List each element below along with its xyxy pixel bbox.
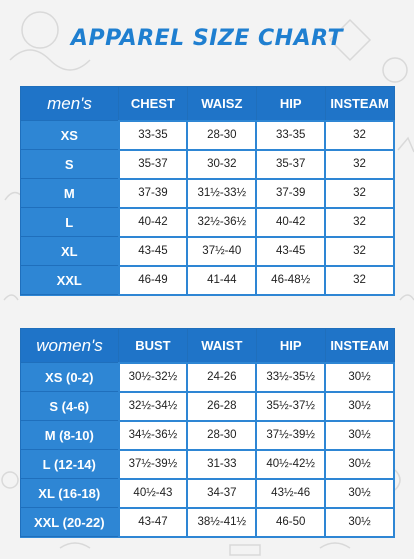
table-row [21,392,395,421]
table-cell: 31-33 [187,450,256,479]
table-cell: 28-30 [187,421,256,450]
table-cell: 30½ [325,421,394,450]
table-row [21,266,395,295]
size-label: XXL (20-22) [21,508,119,537]
table-cell: 43-47 [119,508,188,537]
column-header: INSTEAM [325,87,394,121]
size-label: S (4-6) [21,392,119,421]
size-label: L [21,208,119,237]
column-header: HIP [256,329,325,363]
table-cell: 41-44 [187,266,256,295]
table-cell: 33-35 [256,121,325,150]
table-cell: 37½-39½ [256,421,325,450]
table-cell: 40-42 [256,208,325,237]
size-label: M (8-10) [21,421,119,450]
table-row [21,479,395,508]
table-row [21,121,395,150]
table-cell: 32½-34½ [119,392,188,421]
size-label: S [21,150,119,179]
table-cell: 37-39 [256,179,325,208]
table-cell: 46-50 [256,508,325,537]
table-row [21,179,395,208]
mens-size-table [20,86,395,296]
table-cell: 35½-37½ [256,392,325,421]
table-cell: 30½-32½ [119,363,188,392]
womens-header-row [21,329,395,363]
table-cell: 32 [325,150,394,179]
table-cell: 34½-36½ [119,421,188,450]
column-header: HIP [256,87,325,121]
table-row [21,421,395,450]
table-cell: 46-48½ [256,266,325,295]
table-row [21,508,395,537]
column-header: BUST [119,329,188,363]
size-label: XS (0-2) [21,363,119,392]
table-cell: 46-49 [119,266,188,295]
size-label: M [21,179,119,208]
table-cell: 30-32 [187,150,256,179]
table-row [21,208,395,237]
table-cell: 30½ [325,450,394,479]
table-cell: 35-37 [119,150,188,179]
table-row [21,150,395,179]
womens-label: women's [21,329,119,363]
table-row [21,363,395,392]
column-header: INSTEAM [325,329,394,363]
table-cell: 37-39 [119,179,188,208]
size-label: XXL [21,266,119,295]
table-cell: 35-37 [256,150,325,179]
table-cell: 32 [325,237,394,266]
table-cell: 32 [325,179,394,208]
table-cell: 43½-46 [256,479,325,508]
table-cell: 32 [325,266,394,295]
table-cell: 32½-36½ [187,208,256,237]
table-cell: 40½-42½ [256,450,325,479]
table-cell: 30½ [325,479,394,508]
mens-header-row [21,87,395,121]
mens-label: men's [21,87,119,121]
table-cell: 43-45 [119,237,188,266]
table-cell: 37½-40 [187,237,256,266]
table-cell: 30½ [325,363,394,392]
column-header: WAIST [187,329,256,363]
table-cell: 30½ [325,508,394,537]
table-cell: 24-26 [187,363,256,392]
table-cell: 28-30 [187,121,256,150]
size-label: L (12-14) [21,450,119,479]
size-label: XL [21,237,119,266]
table-cell: 40-42 [119,208,188,237]
column-header: WAISZ [187,87,256,121]
table-cell: 33-35 [119,121,188,150]
table-cell: 40½-43 [119,479,188,508]
table-cell: 26-28 [187,392,256,421]
column-header: CHEST [119,87,188,121]
table-cell: 32 [325,208,394,237]
table-row [21,450,395,479]
table-row [21,237,395,266]
table-cell: 32 [325,121,394,150]
size-label: XL (16-18) [21,479,119,508]
size-label: XS [21,121,119,150]
table-cell: 31½-33½ [187,179,256,208]
womens-size-table [20,328,395,538]
table-cell: 33½-35½ [256,363,325,392]
table-cell: 38½-41½ [187,508,256,537]
table-cell: 37½-39½ [119,450,188,479]
table-cell: 34-37 [187,479,256,508]
page-title: APPAREL SIZE CHART [70,26,344,51]
table-cell: 43-45 [256,237,325,266]
table-cell: 30½ [325,392,394,421]
